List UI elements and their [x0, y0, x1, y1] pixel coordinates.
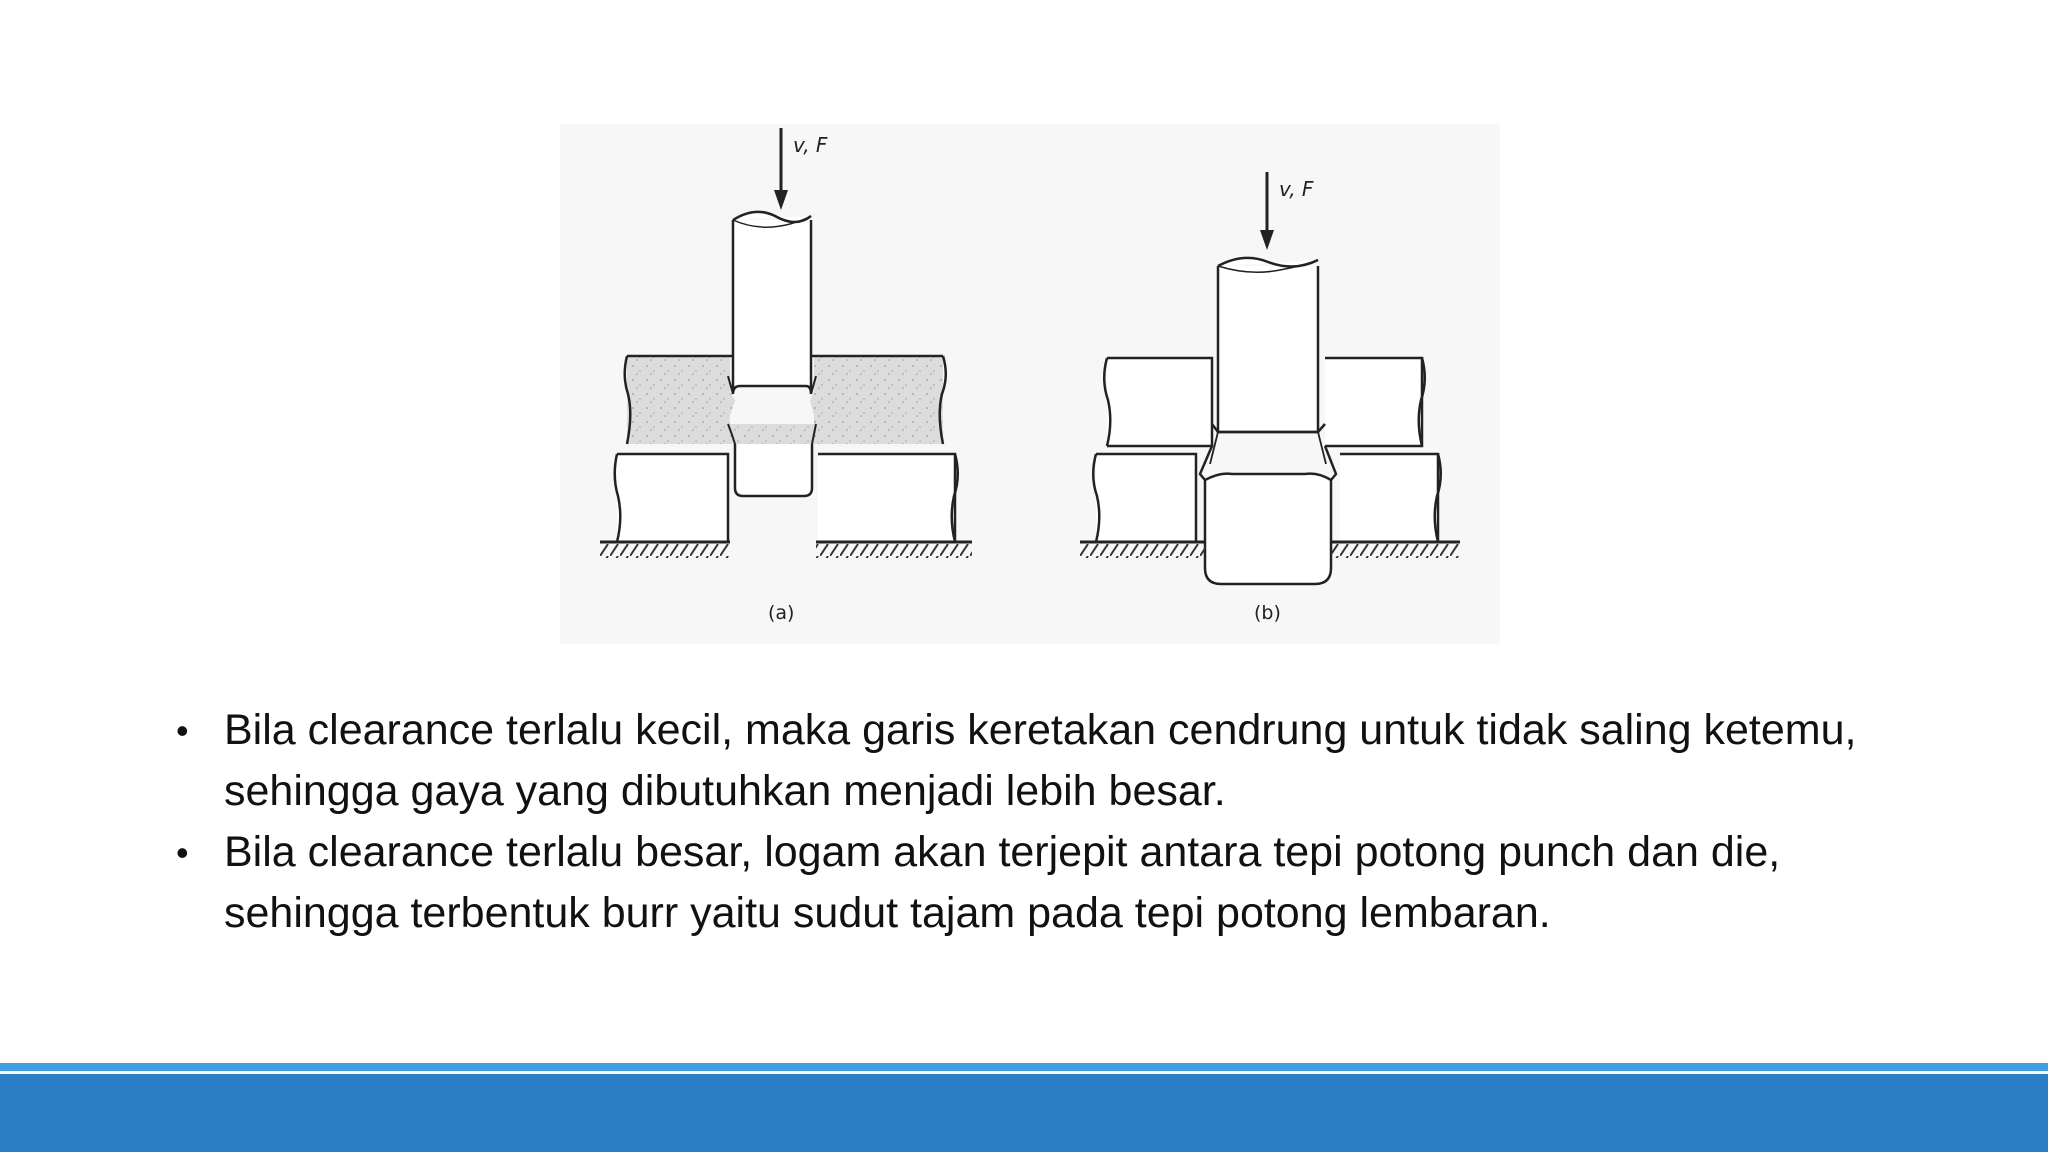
die-left-a [617, 454, 728, 542]
bullet-text: Bila clearance terlalu kecil, maka garis keretakan cendrung untuk tidak saling ketemu, sehingga gaya yang dibutuhkan menjadi lebih besar. [224, 706, 1857, 815]
footer-bar [0, 1074, 2048, 1152]
slug-a [735, 444, 812, 496]
bullet-list [170, 700, 1890, 944]
sheet-left-b [1107, 358, 1212, 446]
caption-a: (a) [768, 602, 795, 624]
force-label-b: v, F [1279, 177, 1314, 201]
caption-b: (b) [1254, 602, 1281, 624]
diagram-a [600, 128, 972, 624]
force-label-a: v, F [793, 133, 828, 157]
clearance-diagram [560, 124, 1500, 644]
bullet-item [170, 822, 1890, 944]
bullet-dot: • [176, 832, 189, 873]
bullet-text: Bila clearance terlalu besar, logam akan terjepit antara tepi potong punch dan die, sehingga terbentuk burr yaitu sudut tajam pada tepi potong lembaran. [224, 828, 1781, 937]
slug-b [1205, 474, 1331, 584]
footer-accent-line [0, 1063, 2048, 1071]
die-right-b [1340, 454, 1438, 542]
punching-clearance-figure [560, 124, 1500, 644]
diagram-b [1080, 172, 1460, 624]
punch-a [733, 220, 811, 394]
sheet-right-b [1325, 358, 1422, 446]
bullet-item [170, 700, 1890, 822]
punch-b [1218, 266, 1318, 432]
die-right-a [818, 454, 955, 542]
die-left-b [1096, 454, 1196, 542]
bullet-dot: • [176, 710, 189, 751]
